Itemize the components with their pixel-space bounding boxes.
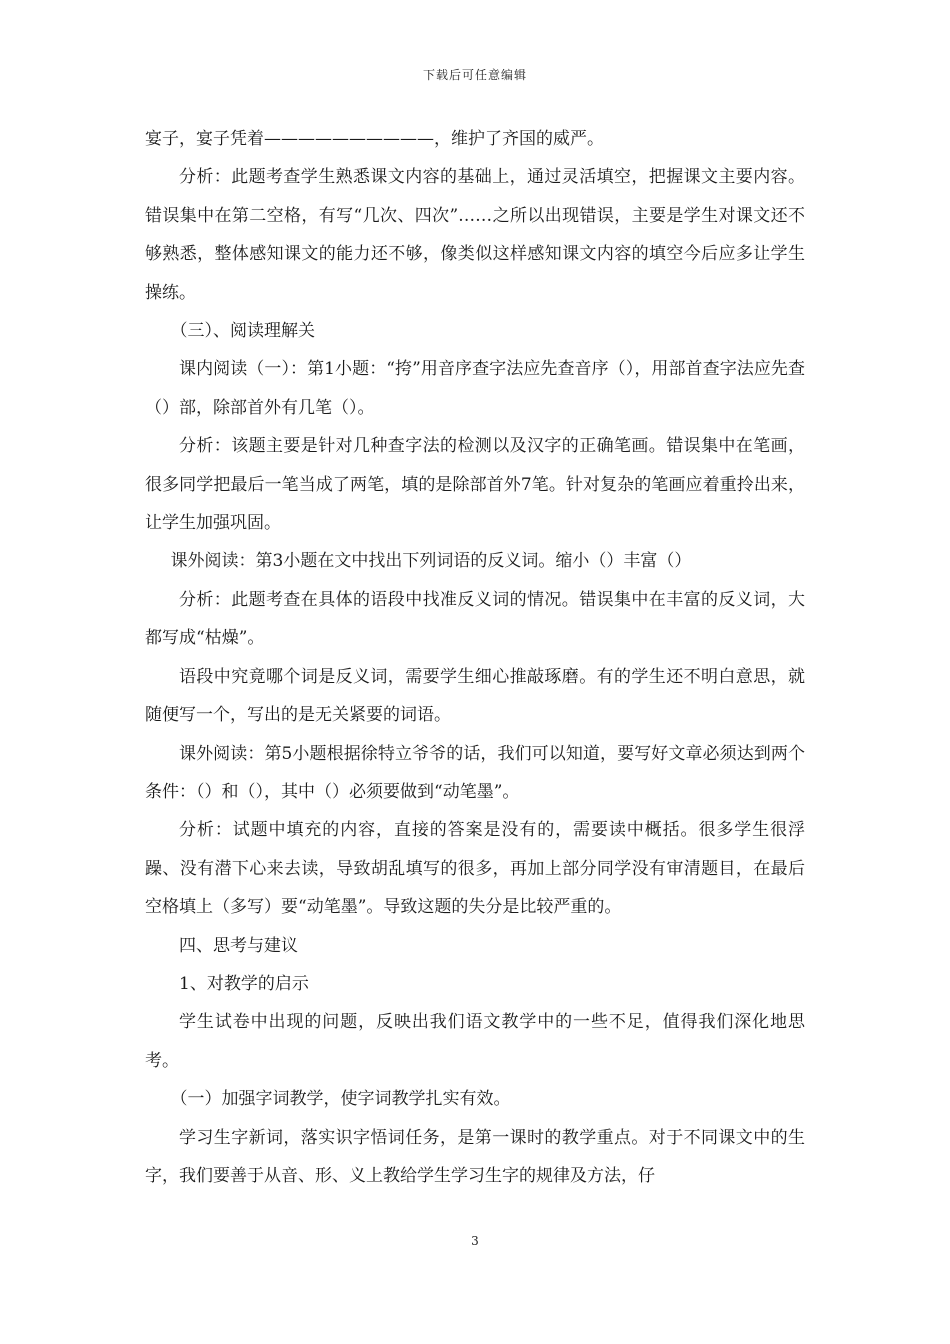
paragraph-8: 语段中究竟哪个词是反义词，需要学生细心推敲琢磨。有的学生还不明白意思，就随便写一个，写出的是无关紧要的词语。: [145, 666, 805, 726]
section-heading-reading: （三）、阅读理解关: [170, 321, 315, 342]
paragraph-6: 课外阅读：第3小题在文中找出下列词语的反义词。缩小（）丰富（）: [170, 551, 692, 572]
paragraph-13: 学生试卷中出现的问题，反映出我们语文教学中的一些不足，值得我们深化地思考。: [145, 1012, 805, 1071]
paragraph-10: 分析：试题中填充的内容，直接的答案是没有的，需要读中概括。很多学生很浮躁、没有潜下心来去读，导致胡乱填写的很多，再加上部分同学没有审清题目，在最后空格填上（多写）要“动笔墨”。导致这题的失分是比较严重的。: [145, 820, 805, 918]
paragraph-2: 分析：此题考查学生熟悉课文内容的基础上，通过灵活填空，把握课文主要内容。错误集中在第二空格，有写“几次、四次”……之所以出现错误，主要是学生对课文还不够熟悉，整体感知课文的能力还不够，像类似这样感知课文内容的填空今后应多让学生操练。: [145, 167, 805, 303]
page-header: 下载后可任意编辑: [422, 68, 527, 82]
section-heading-suggestions: 四、思考与建议: [179, 935, 298, 956]
paragraph-1: 宴子，宴子凭着——————————，维护了齐国的威严。: [145, 129, 604, 149]
subheading-vocabulary: （一）加强字词教学，使字词教学扎实有效。: [170, 1089, 511, 1110]
paragraph-9: 课外阅读：第5小题根据徐特立爷爷的话，我们可以知道，要写好文章必须达到两个条件：（）和（），其中（）必须要做到“动笔墨”。: [145, 743, 805, 802]
page-number: 3: [471, 1234, 479, 1248]
paragraph-7: 分析：此题考查在具体的语段中找准反义词的情况。错误集中在丰富的反义词，大都写成“枯燥”。: [145, 589, 805, 649]
paragraph-5: 分析：该题主要是针对几种查字法的检测以及汉字的正确笔画。错误集中在笔画，很多同学把最后一笔当成了两笔，填的是除部首外7笔。针对复杂的笔画应着重拎出来，让学生加强巩固。: [145, 436, 805, 534]
paragraph-4: 课内阅读（一）：第1小题：“挎”用音序查字法应先查音序（），用部首查字法应先查（）部，除部首外有几笔（）。: [145, 359, 805, 418]
subheading-teaching: 1、对教学的启示: [179, 973, 309, 994]
paragraph-15: 学习生字新词，落实识字悟词任务，是第一课时的教学重点。对于不同课文中的生字，我们要善于从音、形、义上教给学生学习生字的规律及方法，仔: [145, 1127, 805, 1186]
document-body: [145, 120, 805, 1195]
